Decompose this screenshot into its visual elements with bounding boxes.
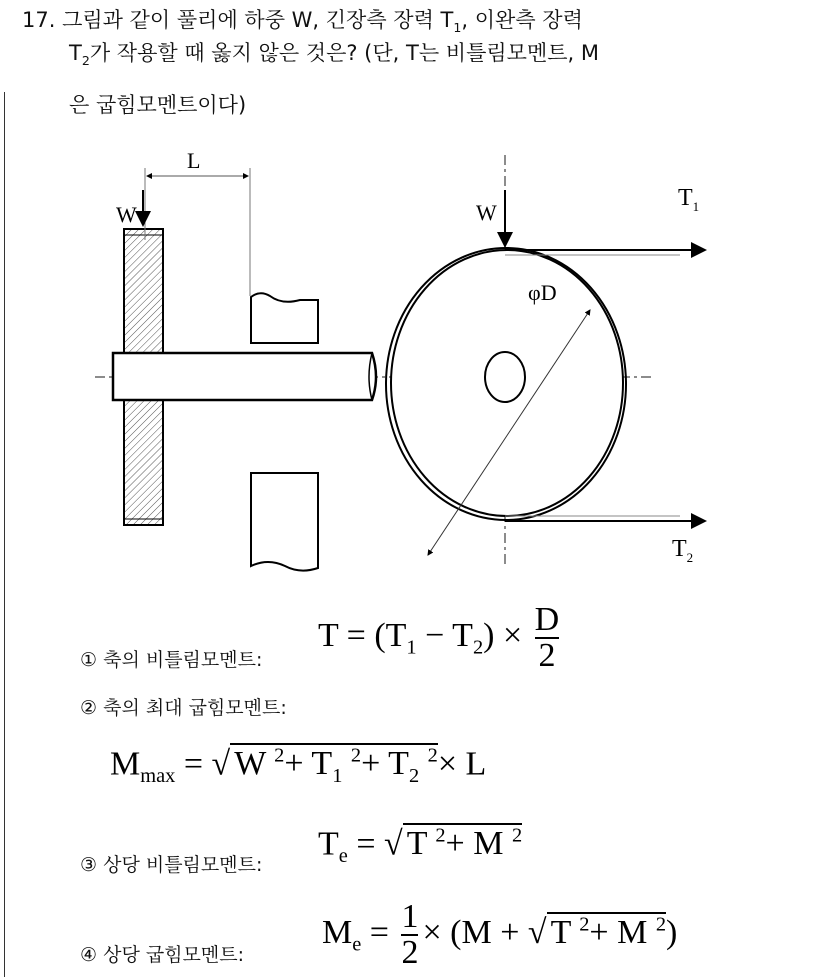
pulley xyxy=(391,250,623,516)
option-label: 상당 굽힘모멘트: xyxy=(103,944,245,966)
subscript: 2 xyxy=(81,53,90,69)
question-line-3: 은 굽힘모멘트이다) xyxy=(69,93,247,117)
subscript: 1 xyxy=(453,20,462,36)
formula-1: $T = (T_1 - T_2)$ × $\frac{D}{2}$ xyxy=(318,601,560,674)
option-marker: ② xyxy=(80,697,98,719)
formula-4: $M_e$ = $\frac{1}{2}$ × (M + √ T $^2$+ M $^2$) xyxy=(322,898,678,971)
option-1[interactable] xyxy=(80,645,262,672)
label-L: L xyxy=(187,148,201,173)
bearing-top xyxy=(251,293,318,343)
label-T1: $T_1$ xyxy=(678,185,700,214)
option-label: 축의 비틀림모멘트: xyxy=(103,649,263,671)
option-2[interactable] xyxy=(80,693,287,720)
label-W-left: W xyxy=(116,202,137,227)
option-label: 축의 최대 굽힘모멘트: xyxy=(103,697,287,719)
label-T2: $T_2$ xyxy=(672,536,694,565)
question-text: , 이완측 장력 xyxy=(461,8,583,32)
bearing-bottom xyxy=(251,473,318,571)
formula-2: $M_{max}$ = √ W $^2+ T_1$ $^2+ T_2$ $^2$× L xyxy=(110,745,487,788)
formula-3: $T_e$ = √ T $^2$+ M $^2$ xyxy=(318,825,523,868)
option-marker: ③ xyxy=(80,854,98,876)
question-text: 가 작용할 때 옳지 않은 것은? (단, T는 비틀림모멘트, M xyxy=(89,41,599,65)
question-text: T xyxy=(69,41,82,65)
label-D: φD xyxy=(528,280,557,305)
shaft xyxy=(113,353,376,400)
option-marker: ① xyxy=(80,649,98,671)
question-text: 그림과 같이 풀리에 하중 W, 긴장측 장력 T xyxy=(62,8,454,32)
question-number: 17. xyxy=(22,8,56,32)
option-4[interactable] xyxy=(80,940,244,967)
label-W-right: W xyxy=(476,200,497,225)
option-marker: ④ xyxy=(80,944,98,966)
option-3[interactable] xyxy=(80,850,262,877)
option-label: 상당 비틀림모멘트: xyxy=(103,854,263,876)
